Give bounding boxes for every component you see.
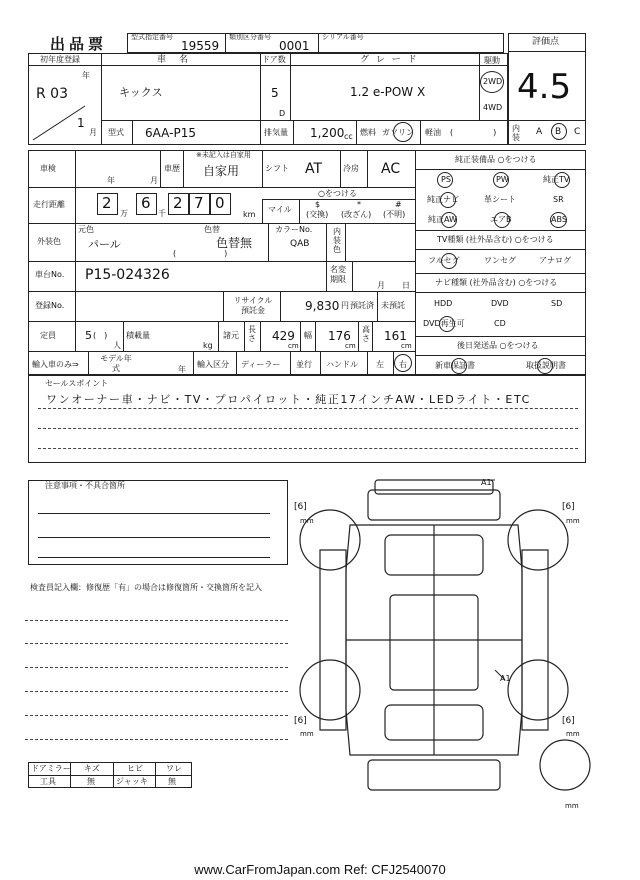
mileage-sen: 千 [158, 209, 166, 218]
model-label: 型式 [108, 128, 124, 137]
genuine-item-abs: ABS [551, 215, 567, 224]
legend-value: 工具 [40, 777, 56, 786]
shift-label: シフト [265, 164, 289, 173]
handle-label: ハンドル [326, 360, 358, 369]
navi-title: ナビ種類 (社外品含む) ○をつける [435, 278, 558, 287]
mileage-label: 走行距離 [33, 200, 65, 209]
ac-label: 冷房 [343, 164, 359, 173]
interior-a: A [536, 127, 543, 137]
tread-fr: [6] [562, 502, 575, 512]
tread-rl-unit: mm [300, 730, 314, 738]
repaint-paren: ( ) [173, 249, 228, 258]
dimensions-label: 諸元 [223, 331, 239, 340]
genuine-item-tv: 純正TV [543, 175, 570, 184]
mileage-mile: マイル [268, 205, 292, 214]
mileage-digit: 7 [194, 194, 204, 212]
drive-2wd-circle [480, 71, 504, 93]
history-value: 自家用 [203, 164, 240, 178]
car-name-value: キックス [119, 86, 163, 99]
recycle-label: リサイクル預託金 [233, 296, 273, 315]
genuine-item-sr: SR [553, 195, 564, 204]
fuel-label: 燃料 [360, 128, 376, 137]
car-name-label: 車 名 [157, 55, 191, 65]
model-year-label: モデル年式 [100, 354, 132, 373]
import-label: 輸入車のみ⇒ [32, 360, 79, 369]
score-label: 評価点 [532, 37, 560, 47]
genuine-pw-circle [493, 172, 509, 188]
capacity-label: 定員 [40, 331, 56, 340]
history-label: 車歴 [164, 164, 180, 173]
legend-value: 無 [168, 777, 176, 786]
inspection-year: 年 [107, 176, 115, 185]
annotation-a1-side: A1 [500, 674, 511, 683]
grade-value: 1.2 e-POW X [350, 85, 426, 99]
mileage-digit: 0 [215, 194, 225, 212]
mileage-unknown-sym: # [395, 200, 402, 209]
genuine-item-aw: 純正AW [428, 215, 457, 224]
chassis-label: 車台No. [35, 270, 65, 279]
recycle-status-undeposited: 未預託 [381, 301, 405, 310]
exterior-label: 外装色 [37, 237, 61, 246]
tv-item-analog: アナログ [539, 256, 571, 265]
score-value: 4.5 [517, 67, 572, 107]
mileage-tamper-sym: * [357, 200, 361, 209]
mileage-digit: 2 [102, 194, 112, 212]
later-warranty-circle [451, 358, 467, 374]
tread-rl-value: 6 [297, 716, 304, 726]
tv-title: TV種類 (社外品含む) ○をつける [437, 235, 554, 244]
grade-label: グ レ ー ド [360, 55, 419, 65]
car-damage-diagram [290, 470, 610, 810]
displacement-unit: cc [344, 132, 353, 141]
sheet-title: 出品票 [50, 35, 108, 53]
left-label: 左 [376, 360, 384, 369]
doors-value: 5 [271, 86, 279, 100]
genuine-item-leather: 革シート [484, 195, 516, 204]
footer-caption: www.CarFromJapan.com Ref: CFJ2540070 [194, 862, 446, 877]
capacity-unit: 人 [113, 341, 121, 350]
caution-box [28, 480, 288, 565]
type-spec-label: 型式指定番号 [131, 33, 173, 41]
fuel-paren: ( ) [450, 128, 497, 137]
load-label: 積載量 [126, 331, 150, 340]
mileage-unknown: (不明) [383, 210, 406, 219]
mileage-exchange-sym: $ [315, 200, 321, 209]
right-label: 右 [399, 360, 407, 369]
name-change-month: 月 [377, 281, 385, 290]
navi-item-dvd-play: DVD再生可 [423, 319, 465, 328]
sales-point-box [28, 375, 586, 463]
displacement-value: 1,200 [310, 126, 345, 140]
displacement-label: 排気量 [264, 128, 288, 137]
repaint-value: 色替無 [216, 236, 253, 250]
tread-spare-unit: mm [565, 802, 579, 810]
mileage-digit: 6 [141, 194, 151, 212]
interior-label: 内装 [512, 124, 520, 142]
recycle-unit: 円 [341, 301, 349, 310]
shift-value: AT [305, 161, 323, 177]
first-reg-month-unit: 月 [89, 128, 97, 137]
genuine-item-navi: 純正ナビ [427, 195, 459, 204]
name-change-day: 日 [402, 281, 410, 290]
navi-dvd-play-circle [439, 316, 455, 332]
genuine-navi-circle [440, 192, 456, 208]
tread-rr-unit: mm [566, 730, 580, 738]
mileage-circle-note: ○をつける [318, 189, 357, 198]
dealer-label: ディーラー [241, 360, 281, 369]
parallel-label: 並行 [296, 360, 312, 369]
tv-fullseg-circle [441, 253, 457, 269]
doors-label: ドア数 [262, 55, 286, 64]
legend-header: ワレ [166, 764, 182, 773]
reg-no-label: 登録No. [35, 301, 65, 310]
mileage-exchange: (交換) [306, 210, 329, 219]
repaint-label: 色替 [204, 225, 220, 234]
later-title: 後日発送品 ○をつける [457, 341, 539, 350]
original-color-label: 元色 [78, 225, 94, 234]
fuel-gasoline-circle [393, 122, 413, 142]
navi-item-dvd: DVD [491, 299, 509, 308]
height-label: 高さ [362, 325, 370, 343]
drive-label: 駆動 [484, 56, 500, 65]
fuel-gasoline: ガソリン [382, 128, 414, 137]
inspection-month: 月 [150, 176, 158, 185]
genuine-item-ps: PS [441, 175, 451, 184]
genuine-item-pw: PW [496, 175, 509, 184]
model-value: 6AA-P15 [145, 126, 196, 140]
history-note: ※未記入は自家用 [196, 151, 251, 159]
interior-color-label: 内装色 [333, 227, 341, 254]
color-no-value: QAB [290, 239, 310, 249]
genuine-abs-circle [550, 212, 567, 228]
length-label: 長さ [248, 325, 256, 343]
capacity-value: 5 [85, 329, 92, 342]
genuine-ps-circle [437, 172, 453, 188]
recycle-status-deposited: 預託済 [350, 301, 374, 310]
caution-label: 注意事項・不具合箇所 [45, 481, 125, 490]
height-value: 161 [384, 329, 407, 343]
length-unit: cm [288, 342, 299, 350]
later-manual-circle [537, 358, 553, 374]
width-value: 176 [328, 329, 351, 343]
legend-header: ヒビ [127, 764, 143, 773]
navi-item-hdd: HDD [434, 299, 453, 308]
first-reg-diagonal [29, 100, 100, 144]
width-unit: cm [345, 342, 356, 350]
genuine-title: 純正装備品 ○をつける [455, 155, 537, 164]
capacity-paren: ( ) [93, 331, 108, 340]
load-unit: kg [203, 341, 213, 350]
genuine-airbag-circle [494, 212, 510, 228]
original-color-value: パール [88, 238, 121, 251]
tread-rl: [6] [294, 716, 307, 726]
chassis-value: P15-024326 [85, 267, 170, 283]
length-value: 429 [272, 329, 295, 343]
mileage-unit: km [243, 210, 256, 219]
type-spec-value: 19559 [181, 39, 220, 53]
first-reg-year: R 03 [36, 86, 68, 102]
import-class-label: 輸入区分 [197, 360, 229, 369]
color-no-label: カラーNo. [275, 225, 313, 234]
mileage-digit: 2 [173, 194, 183, 212]
navi-item-sd: SD [551, 299, 563, 308]
drive-2wd: 2WD [483, 77, 503, 86]
mileage-man: 万 [120, 209, 128, 218]
interior-b-circle [551, 123, 567, 140]
legend-header: キズ [84, 764, 100, 773]
genuine-item-airbag: エアB [490, 215, 512, 224]
legend-header: ドアミラー [31, 764, 71, 773]
fuel-diesel-label: 軽油 [425, 128, 441, 137]
annotation-a1-top: A1 [481, 478, 492, 487]
doors-sub: D [279, 109, 286, 118]
legend-value: ジャッキ [116, 777, 148, 786]
right-circle [394, 354, 412, 372]
mileage-tamper: (改ざん) [341, 210, 372, 219]
width-label: 幅 [304, 331, 312, 340]
tread-fl: [6] [294, 502, 307, 512]
model-year-unit: 年 [178, 365, 186, 374]
inspection-label: 車検 [40, 164, 56, 173]
tv-item-fullseg: フルセグ [428, 256, 460, 265]
tread-fr-unit: mm [566, 517, 580, 525]
first-reg-label: 初年度登録 [40, 55, 80, 64]
genuine-aw-circle [441, 212, 457, 228]
inspector-label: 検査員記入欄：修復歴「有」の場合は修復箇所・交換箇所を記入 [30, 583, 262, 592]
first-reg-month: 1 [77, 116, 85, 130]
height-unit: cm [401, 342, 412, 350]
category-value: 0001 [279, 39, 310, 53]
name-change-label: 名変期限 [330, 265, 346, 284]
recycle-value: 9,830 [305, 299, 340, 313]
tread-rr: [6] [562, 716, 575, 726]
serial-label: シリアル番号 [322, 33, 364, 41]
genuine-tv-circle [554, 172, 570, 188]
tread-fr-value: 6 [565, 502, 572, 512]
interior-c: C [574, 127, 581, 137]
first-reg-year-unit: 年 [82, 71, 90, 80]
interior-b: B [555, 127, 562, 137]
drive-4wd: 4WD [483, 103, 503, 112]
ac-value: AC [381, 161, 401, 177]
sales-point-text: ワンオーナー車・ナビ・TV・プロパイロット・純正17インチAW・LEDライト・ETC [46, 393, 531, 406]
tread-fl-value: 6 [297, 502, 304, 512]
tread-rr-value: 6 [565, 716, 572, 726]
later-item-warranty: 新車保証書 [435, 361, 475, 370]
later-item-manual: 取扱説明書 [526, 361, 566, 370]
navi-item-cd: CD [494, 319, 506, 328]
category-label: 類別区分番号 [229, 33, 271, 41]
sales-point-label: セールスポイント [45, 379, 109, 388]
tread-fl-unit: mm [300, 517, 314, 525]
tv-item-oneseg: ワンセグ [484, 256, 516, 265]
legend-value: 無 [87, 777, 95, 786]
